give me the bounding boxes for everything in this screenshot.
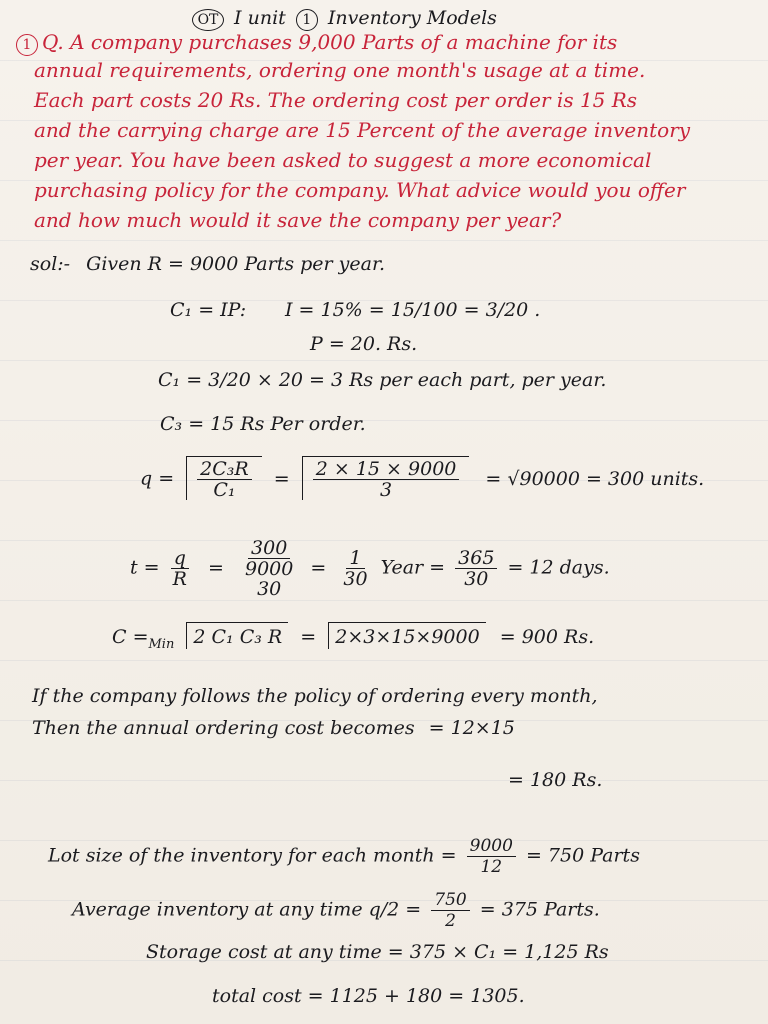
annual-ordering-expr: = 12×15 xyxy=(428,717,515,739)
q-result: = √90000 = 300 units. xyxy=(485,467,705,490)
q-denominator: C₁ xyxy=(213,479,236,501)
q-radical-values xyxy=(302,456,470,500)
policy-line-1: If the company follows the policy of ordering every month, xyxy=(32,685,598,707)
t-numerator: q xyxy=(171,548,189,569)
c1-calculation: C₁ = 3/20 × 20 = 3 Rs per each part, per year. xyxy=(158,369,607,391)
question-line-3: Each part costs 20 Rs. The ordering cost per order is 15 Rs xyxy=(34,88,638,112)
t-result: = 12 days. xyxy=(507,556,610,579)
lot-denominator: 12 xyxy=(480,857,503,877)
t-mid-numerator: 300 xyxy=(248,538,290,559)
t-mid-denominator-2: 30 xyxy=(257,578,282,600)
ruled-line xyxy=(0,660,768,661)
header-badge: OT xyxy=(192,9,224,31)
ruled-line xyxy=(0,360,768,361)
t-frac-denominator: 30 xyxy=(343,568,368,590)
storage-cost-line: Storage cost at any time = 375 × C₁ = 1,125 Rs xyxy=(146,941,609,963)
average-inventory-line: Average inventory at any time q/2 = $\frac{750}{2}$ = 375 Parts. xyxy=(72,890,600,931)
question-line-6: purchasing policy for the company. What advice would you offer xyxy=(34,178,686,202)
t-frac-numerator: 1 xyxy=(346,548,364,569)
question-line-7: and how much would it save the company per year? xyxy=(34,208,562,232)
t-lhs: t = xyxy=(130,556,160,579)
t-denominator: R xyxy=(172,568,187,590)
t-days-numerator: 365 xyxy=(455,548,497,569)
ruled-line xyxy=(0,240,768,241)
given-line xyxy=(30,252,385,276)
lot-numerator: 9000 xyxy=(467,836,516,857)
cycle-time-formula: t = $\frac{q}{R}$ = 300 9000 30 = $\frac{1}{30}$ Year = $\frac{365}{30}$ = 12 days. xyxy=(130,537,610,600)
avg-numerator: 750 xyxy=(431,890,469,911)
page-header xyxy=(188,6,497,31)
lot-result: = 750 Parts xyxy=(525,844,640,867)
question-number: 1 xyxy=(16,34,38,56)
q-numerator: 2C₃R xyxy=(197,459,252,480)
cmin-radical-values: 2×3×15×9000 xyxy=(328,622,485,649)
i-definition: I = 15% = 15/100 = 3/20 . xyxy=(285,299,541,321)
cmin-result: = 900 Rs. xyxy=(499,626,595,648)
avg-denominator: 2 xyxy=(445,911,456,931)
avg-result: = 375 Parts. xyxy=(479,898,600,921)
question-line-4: and the carrying charge are 15 Percent of the average inventory xyxy=(34,118,691,142)
question-line-5: per year. You have been asked to suggest a more economical xyxy=(34,148,652,172)
cmin-radical: 2 C₁ C₃ R xyxy=(186,622,288,649)
annual-ordering-cost: = 180 Rs. xyxy=(508,769,603,791)
q-mid-numerator: 2 × 15 × 9000 xyxy=(313,459,460,480)
c3-definition: C₃ = 15 Rs Per order. xyxy=(160,413,366,435)
policy-line-2: Then the annual ordering cost becomes = 12×15 xyxy=(32,717,515,739)
q-mid-denominator: 3 xyxy=(380,479,393,501)
eoq-formula: q = $\frac{\text{2C₃R}}{\text{C₁}}$ = $\frac{2 \times 15 \times 9000}{3}$ = √90000 = 300 units. xyxy=(140,458,705,501)
total-cost-line: total cost = 1125 + 180 = 1305. xyxy=(212,985,525,1007)
t-year: Year = xyxy=(380,556,446,579)
given-text: Given R = 9000 Parts per year. xyxy=(86,253,385,275)
ruled-line xyxy=(0,600,768,601)
cmin-formula: $C =_{Min}$ 2 C₁ C₃ R = 2×3×15×9000 = 900 Rs. xyxy=(112,622,594,657)
question-line-1: 1 Q. A company purchases 9,000 Parts of a machine for its xyxy=(12,30,617,56)
q-radical xyxy=(186,456,262,500)
unit-label: I unit xyxy=(234,7,286,29)
lot-size-line: Lot size of the inventory for each month = $\frac{9000}{12}$ = 750 Parts xyxy=(48,836,640,877)
cmin-lhs: C = xyxy=(112,626,149,648)
topic-title: Inventory Models xyxy=(327,7,497,29)
solution-label: sol:- xyxy=(30,253,71,275)
ruled-line xyxy=(0,780,768,781)
ruled-line xyxy=(0,420,768,421)
t-days-denominator: 30 xyxy=(464,568,489,590)
cmin-subscript: Min xyxy=(148,636,175,652)
t-mid-denominator: 9000 xyxy=(244,558,294,580)
topic-number: 1 xyxy=(296,9,318,31)
c1-definition: C₁ = IP: xyxy=(170,299,247,321)
question-line-2: annual requirements, ordering one month's usage at a time. xyxy=(34,58,646,82)
p-definition: P = 20. Rs. xyxy=(310,333,418,355)
q-lhs: q = xyxy=(140,467,175,490)
